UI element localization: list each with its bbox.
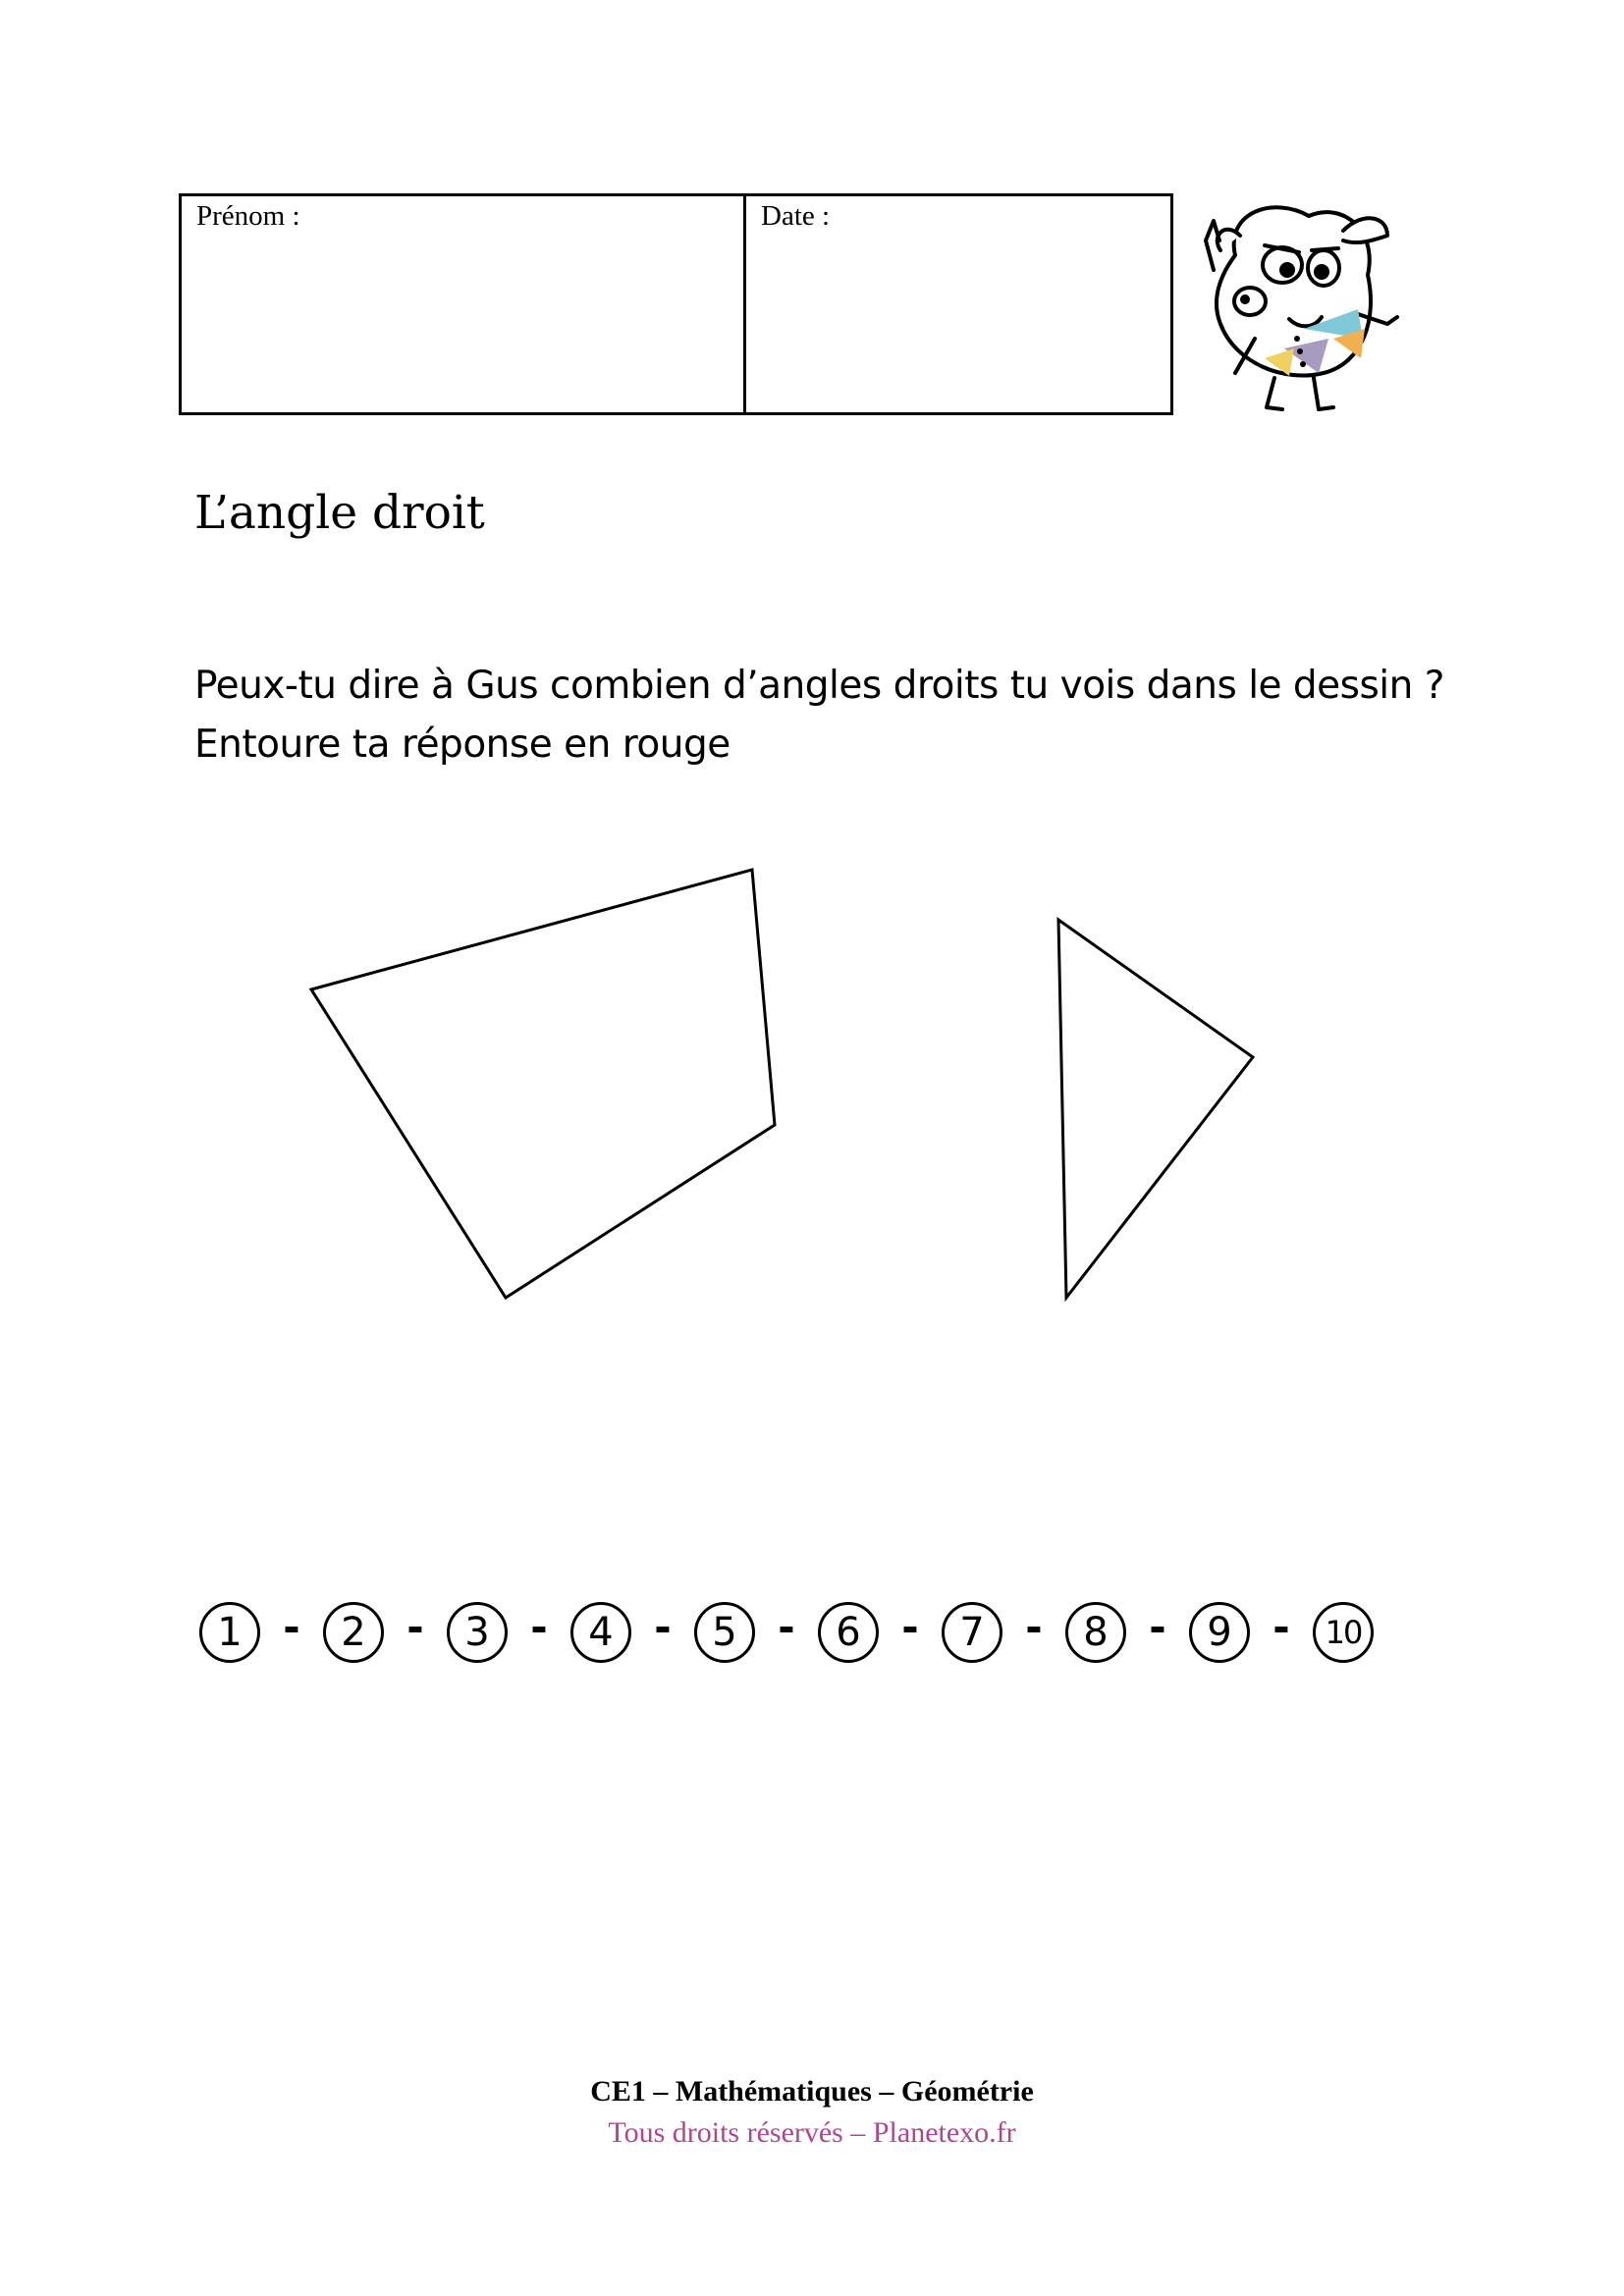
answer-separator: - bbox=[1149, 1602, 1166, 1651]
date-label: Date : bbox=[761, 200, 831, 232]
footer-copyright: Tous droits réservés – Planetexo.fr bbox=[608, 2116, 1016, 2149]
footer-subject: CE1 – Mathématiques – Géométrie bbox=[590, 2075, 1034, 2108]
gus-mascot-illustration bbox=[1196, 191, 1417, 419]
answer-separator: - bbox=[1025, 1602, 1043, 1651]
answer-separator: - bbox=[283, 1602, 300, 1651]
page-title: L’angle droit bbox=[194, 486, 485, 540]
answer-option-9[interactable]: 9 bbox=[1189, 1602, 1250, 1663]
triangle-shape bbox=[1058, 920, 1253, 1298]
name-label: Prénom : bbox=[196, 200, 300, 232]
answer-separator: - bbox=[654, 1602, 672, 1651]
instruction-task: Entoure ta réponse en rouge bbox=[194, 722, 731, 767]
answer-option-1[interactable]: 1 bbox=[199, 1602, 260, 1663]
instruction-question: Peux-tu dire à Gus combien d’angles droits tu vois dans le dessin ? bbox=[194, 664, 1444, 708]
answer-option-5[interactable]: 5 bbox=[694, 1602, 755, 1663]
answer-separator: - bbox=[901, 1602, 919, 1651]
name-field[interactable] bbox=[182, 196, 746, 412]
answer-option-4[interactable]: 4 bbox=[570, 1602, 631, 1663]
answer-separator: - bbox=[530, 1602, 548, 1651]
answer-option-6[interactable]: 6 bbox=[818, 1602, 879, 1663]
answer-option-8[interactable]: 8 bbox=[1065, 1602, 1126, 1663]
answer-option-7[interactable]: 7 bbox=[942, 1602, 1002, 1663]
answer-option-2[interactable]: 2 bbox=[323, 1602, 384, 1663]
answer-option-10[interactable]: 10 bbox=[1313, 1602, 1374, 1663]
answer-separator: - bbox=[778, 1602, 795, 1651]
answer-separator: - bbox=[1272, 1602, 1290, 1651]
answer-option-3[interactable]: 3 bbox=[447, 1602, 508, 1663]
date-field[interactable] bbox=[746, 196, 1170, 412]
student-info-table bbox=[179, 193, 1173, 415]
answer-separator: - bbox=[406, 1602, 424, 1651]
answer-choices bbox=[199, 1602, 1374, 1663]
mascot-body bbox=[1206, 207, 1397, 409]
quadrilateral-shape bbox=[311, 870, 775, 1298]
